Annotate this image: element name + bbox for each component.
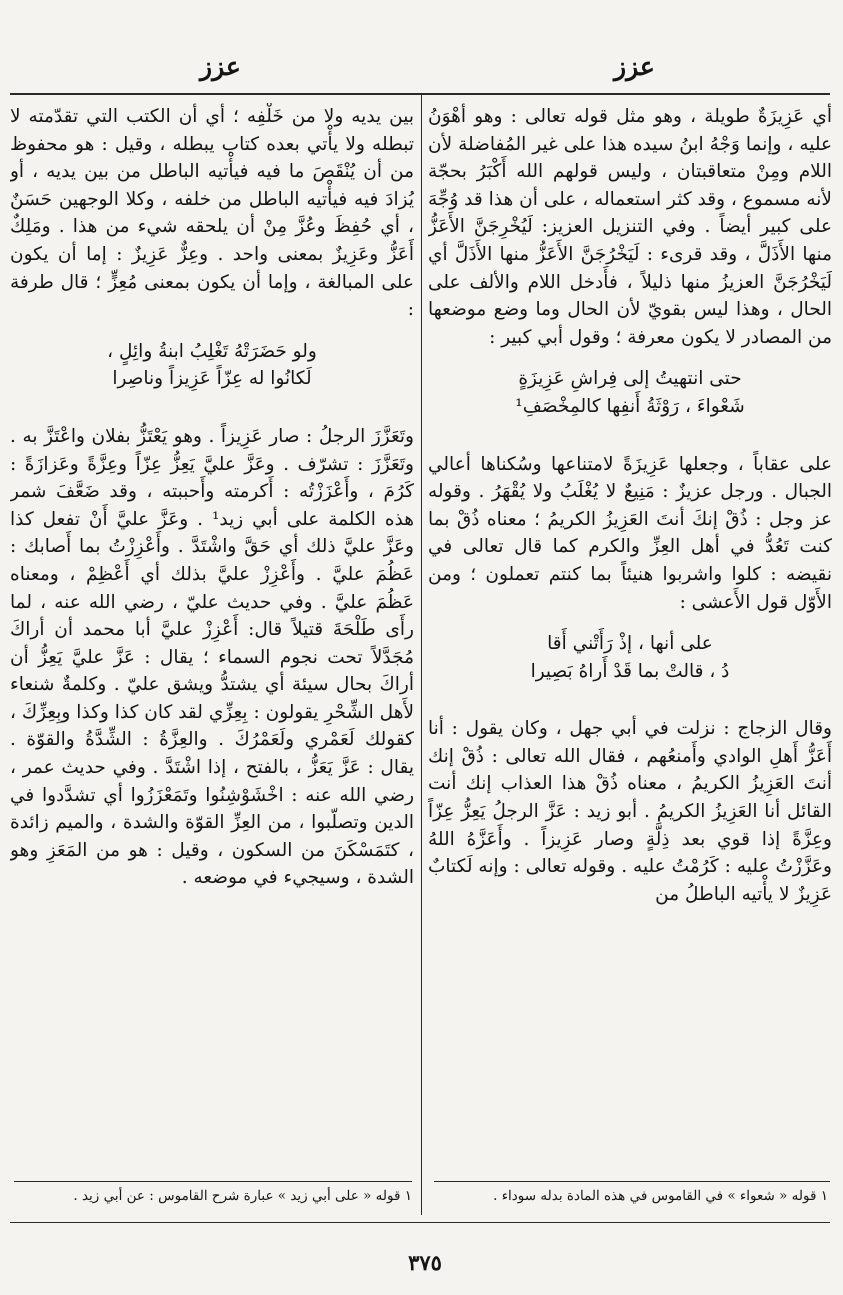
right-column	[428, 103, 832, 1178]
right-verse-line-2: شَعْواءَ ، رَوْثَةُ أَنفِها كالمِخْصَفِ¹	[515, 395, 745, 417]
footnote-right: ١ قوله « شعواء » في القاموس في هذه المادة بدله سوداء .	[493, 1188, 828, 1204]
left-verse-line-1: ولو حَضَرَتْهُ تَغْلِبُ ابنةُ وائِلٍ ،	[107, 340, 317, 362]
right-paragraph-1: أي عَزِيزَةٌ طويلة ، وهو مثل قوله تعالى : وهو أَهْوَنُ عليه ، وإنما وَجْهُ ابنُ سيده هذا على غير المُفاضلة لأن اللام ومِنْ متعاقبتان ، وليس قولهم الله أَكْبَرُ بحجّة لأنه مسموع ، وقد كثر استعماله ، على أن هذا قد وُجِّهَ على كبير أيضاً . وفي التنزيل العزيز: لَيُخْرِجَنَّ الأَعَزُّ منها الأَذَلَّ ، وقد قرىء : لَيَخْرُجَنَّ الأَعَزُّ منها الأَذَلَّ أي لَيَخْرُجَنَّ العزيزُ منها ذليلاً ، فأَدخل اللام والألف على الحال ، وهذا ليس بقويّ لأن الحال وما وضع موضعها من المصادر لا يكون معرفة ؛ وقول أبي كبير :	[428, 106, 832, 348]
left-verse-line-2: لَكانُوا له عِزّاً عَزِيزاً وناصِرا	[112, 368, 312, 390]
left-column	[10, 103, 414, 1178]
top-rule	[10, 93, 830, 95]
bottom-rule	[10, 1222, 830, 1223]
left-paragraph-1: بين يديه ولا من خَلْفِه ؛ أي أن الكتب التي تقدّمته لا تبطله ولا يأْتي بعده كتاب يبطله ، وقيل : هو محفوظ من أن يُنْقَصَ ما فيه فيأْتيه الباطل من بين يديه ، أو يُزادَ فيه فيأْتيه الباطل من خلفه ، وكلا الوجهين حَسَنٌ ، أي حُفِظَ وعُزَّ مِنْ أن يلحقه شيء من هذا . ومَلِكٌ أَعَزُّ وعَزِيزٌ بمعنى واحد . وعِزٌّ عَزِيزٌ : إما أن يكون على المبالغة ، وإما أن يكون بمعنى مُعِزٍّ ؛ قال طرفة :	[10, 106, 414, 321]
right-verse-line-4: دُ ، قالتْ بما قَدْ أَراهُ بَصِيرا	[530, 660, 730, 682]
footnote-left: ١ قوله « على أبي زيد » عبارة شرح القاموس : عن أبي زيد .	[73, 1188, 412, 1204]
header-right-title: عزز	[614, 52, 655, 81]
header-left-title: عزز	[200, 52, 241, 81]
right-verse-line-1: حتى انتهيتُ إلى فِراشِ عَزِيزَةٍ	[518, 368, 742, 390]
right-paragraph-3: وقال الزجاج : نزلت في أبي جهل ، وكان يقول : أنا أَعَزُّ أَهلِ الوادي وأَمنعُهم ، فقال الله تعالى : ذُقْ إنك أنتَ العَزِيزُ الكريمُ ، معناه ذُقْ هذا العذاب إنك أنت القائل أنا العَزِيزُ الكريمُ . أبو زيد : عَزَّ الرجلُ يَعِزُّ عِزّاً وعِزَّةً إذا قوي بعد ذِلَّةٍ وصار عَزِيزاً . وأَعَزَّهُ اللهُ وعَزَّزْتُ عليه : كَرُمْتُ عليه . وقوله تعالى : وإنه لَكتابٌ عَزِيزٌ لا يأْتيه الباطلُ من	[428, 718, 832, 905]
right-verse-line-3: على أنها ، إذْ رَأَتْني أَقا	[547, 633, 713, 655]
footnote-rule-right	[434, 1181, 830, 1182]
left-paragraph-2: وتَعَزَّزَ الرجلُ : صار عَزِيزاً . وهو يَعْتَزُّ بفلان واعْتَزَّ به . وتَعَزَّزَ : تشرّف . وعَزَّ عليَّ يَعِزُّ عِزّاً وعِزَّةً وعَزازَةً : كَرُمَ ، وأَعْزَزْتُه : أَكرمته وأَحببته ، وقد ضَعَّفَ شمر هذه الكلمة على أبي زيد¹ . وعَزَّ عليَّ أَنْ تفعل كذا وعَزَّ عليَّ ذلك أي حَقَّ واشْتَدَّ . وأَعْزِزْتُ بما أَصابك : عَظُمَ عليَّ . وأَعْزِزْ عليَّ بذلك أي أَعْظِمْ ، ومعناه عَظُمَ عليَّ . وفي حديث عليّ ، رضي الله عنه ، لما رأَى طَلْحَةَ قتيلاً قال: أَعْزِزْ عليَّ أبا محمد أن أراكَ مُجَدَّلاً تحت نجوم السماء ؛ يقال : عَزَّ عليَّ يَعِزُّ أن أراكَ بحال سيئة أي يشتدُّ ويشق عليّ . وكلمةٌ شنعاء لأَهل الشِّحْرِ يقولون : بِعِزِّي لقد كان كذا وكذا وبِعِزِّكَ ، كقولك لَعَمْري ولَعَمْرُكَ . والعِزَّةُ : الشِّدَّةُ والقوّة . يقال : عَزَّ يَعَزُّ ، بالفتح ، إذا اشْتَدَّ . وفي حديث عمر ، رضي الله عنه : اخْشَوْشِنُوا وتَمَعْزَزُوا أي تشدَّدوا في الدين وتصلّبوا ، من العِزِّ القوّة والشدة ، والميم زائدة ، كتَمَسْكَنَ من السكون ، وقيل : هو من المَعَزِ وهو الشدة ، وسيجيء في موضعه .	[10, 425, 414, 889]
column-divider	[421, 95, 422, 1215]
page-number: ٣٧٥	[408, 1250, 442, 1275]
right-paragraph-2: على عقاباً ، وجعلها عَزِيزَةً لامتناعها وسُكناها أعالي الجبال . ورجل عزيزٌ : مَنِيعٌ لا يُغْلَبُ ولا يُقْهَرُ . وقوله عز وجل : ذُقْ إنكَ أنتَ العَزِيزُ الكريمُ ؛ معناه ذُقْ بما كنت تَعُدُّ في أهل العِزِّ والكرم كما قال تعالى في نقيضه : كلوا واشربوا هنيئاً بما كنتم تعملون ؛ ومن الأَوّل قول الأَعشى :	[428, 453, 832, 613]
footnote-rule-left	[14, 1181, 412, 1182]
